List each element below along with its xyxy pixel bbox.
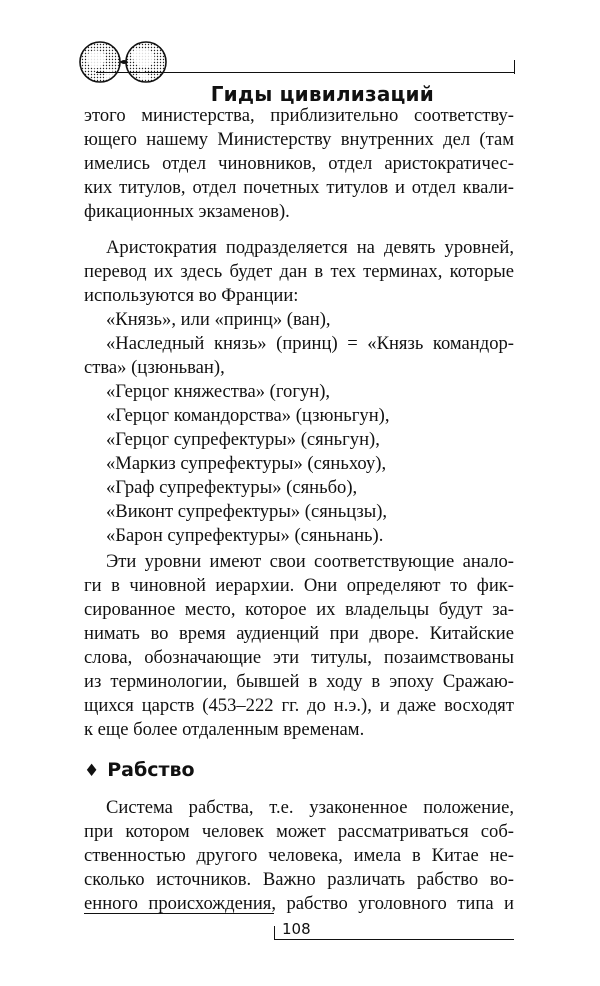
footer-page-box-edge	[274, 926, 275, 940]
footer-page-box-bottom	[274, 939, 316, 940]
list-item: «Барон супрефектуры» (сяньнань).	[106, 525, 384, 546]
text-line: при котором человек может рассматриваться соб-	[84, 821, 514, 842]
globe-emblem-icon	[78, 40, 170, 84]
list-item: «Виконт супрефектуры» (сяньцзы),	[106, 501, 388, 522]
text-line: используются во Франции:	[84, 285, 299, 306]
text-line: из терминологии, бывшей в ходу в эпоху Сражаю-	[84, 671, 514, 692]
text-line: ких титулов, отдел почетных титулов и отдел квали-	[84, 177, 514, 198]
text-line: щихся царств (453–222 гг. до н.э.), и даже восходят	[84, 695, 514, 716]
text-line: Система рабства, т.е. узаконенное положение,	[106, 797, 514, 818]
text-line: ги в чиновной иерархии. Они определяют то фик-	[84, 575, 514, 596]
header-rule	[96, 72, 514, 73]
text-line: енного происхождения, рабство уголовного типа и	[84, 893, 514, 914]
running-header	[78, 40, 530, 106]
paragraph-3	[84, 550, 514, 742]
list-item: «Герцог командорства» (цзюньгун),	[106, 405, 390, 426]
text-line: сированное место, которое их владельцы будут за-	[84, 599, 514, 620]
footer-rule-right	[316, 939, 514, 940]
list-item: «Герцог княжества» (гогун),	[106, 381, 331, 402]
header-rule-tick	[514, 60, 515, 74]
text-line: этого министерства, приблизительно соответству-	[84, 105, 514, 126]
footer-rule-left	[84, 913, 274, 914]
text-line: Эти уровни имеют свои соответствующие анало-	[106, 551, 514, 572]
diamond-bullet-icon: ♦	[84, 761, 100, 781]
text-line: Аристократия подразделяется на девять уровней,	[106, 237, 514, 258]
text-line: перевод их здесь будет дан в тех терминах, которые	[84, 261, 514, 282]
list-item: «Маркиз супрефектуры» (сяньхоу),	[106, 453, 387, 474]
section-heading	[84, 756, 195, 785]
page-number: 108	[282, 920, 311, 938]
running-header-title: Гиды цивилизаций	[210, 82, 434, 106]
list-item: «Князь», или «принц» (ван),	[106, 309, 331, 330]
text-line: ющего нашему Министерству внутренних дел (там	[84, 129, 514, 150]
section-heading-title: Рабство	[107, 759, 195, 781]
list-item: «Граф супрефектуры» (сяньбо),	[106, 477, 358, 498]
text-line: ственностью другого человека, имела в Китае не-	[84, 845, 514, 866]
paragraph-1	[84, 104, 514, 224]
list-item: «Герцог супрефектуры» (сяньгун),	[106, 429, 380, 450]
text-line: слова, обозначающие эти титулы, позаимствованы	[84, 647, 514, 668]
text-line: к еще более отдаленным временам.	[84, 719, 365, 740]
text-line: нимать во время аудиенций при дворе. Китайские	[84, 623, 514, 644]
list-item-continuation: ства» (цзюньван),	[84, 357, 225, 378]
text-line: фикационных экзаменов).	[84, 201, 290, 222]
paragraph-4	[84, 796, 514, 916]
list-item: «Наследный князь» (принц) = «Князь командор-	[106, 333, 514, 354]
text-line: сколько источников. Важно различать рабство во-	[84, 869, 514, 890]
text-line: имелись отдел чиновников, отдел аристократичес-	[84, 153, 514, 174]
paragraph-2	[84, 236, 514, 548]
